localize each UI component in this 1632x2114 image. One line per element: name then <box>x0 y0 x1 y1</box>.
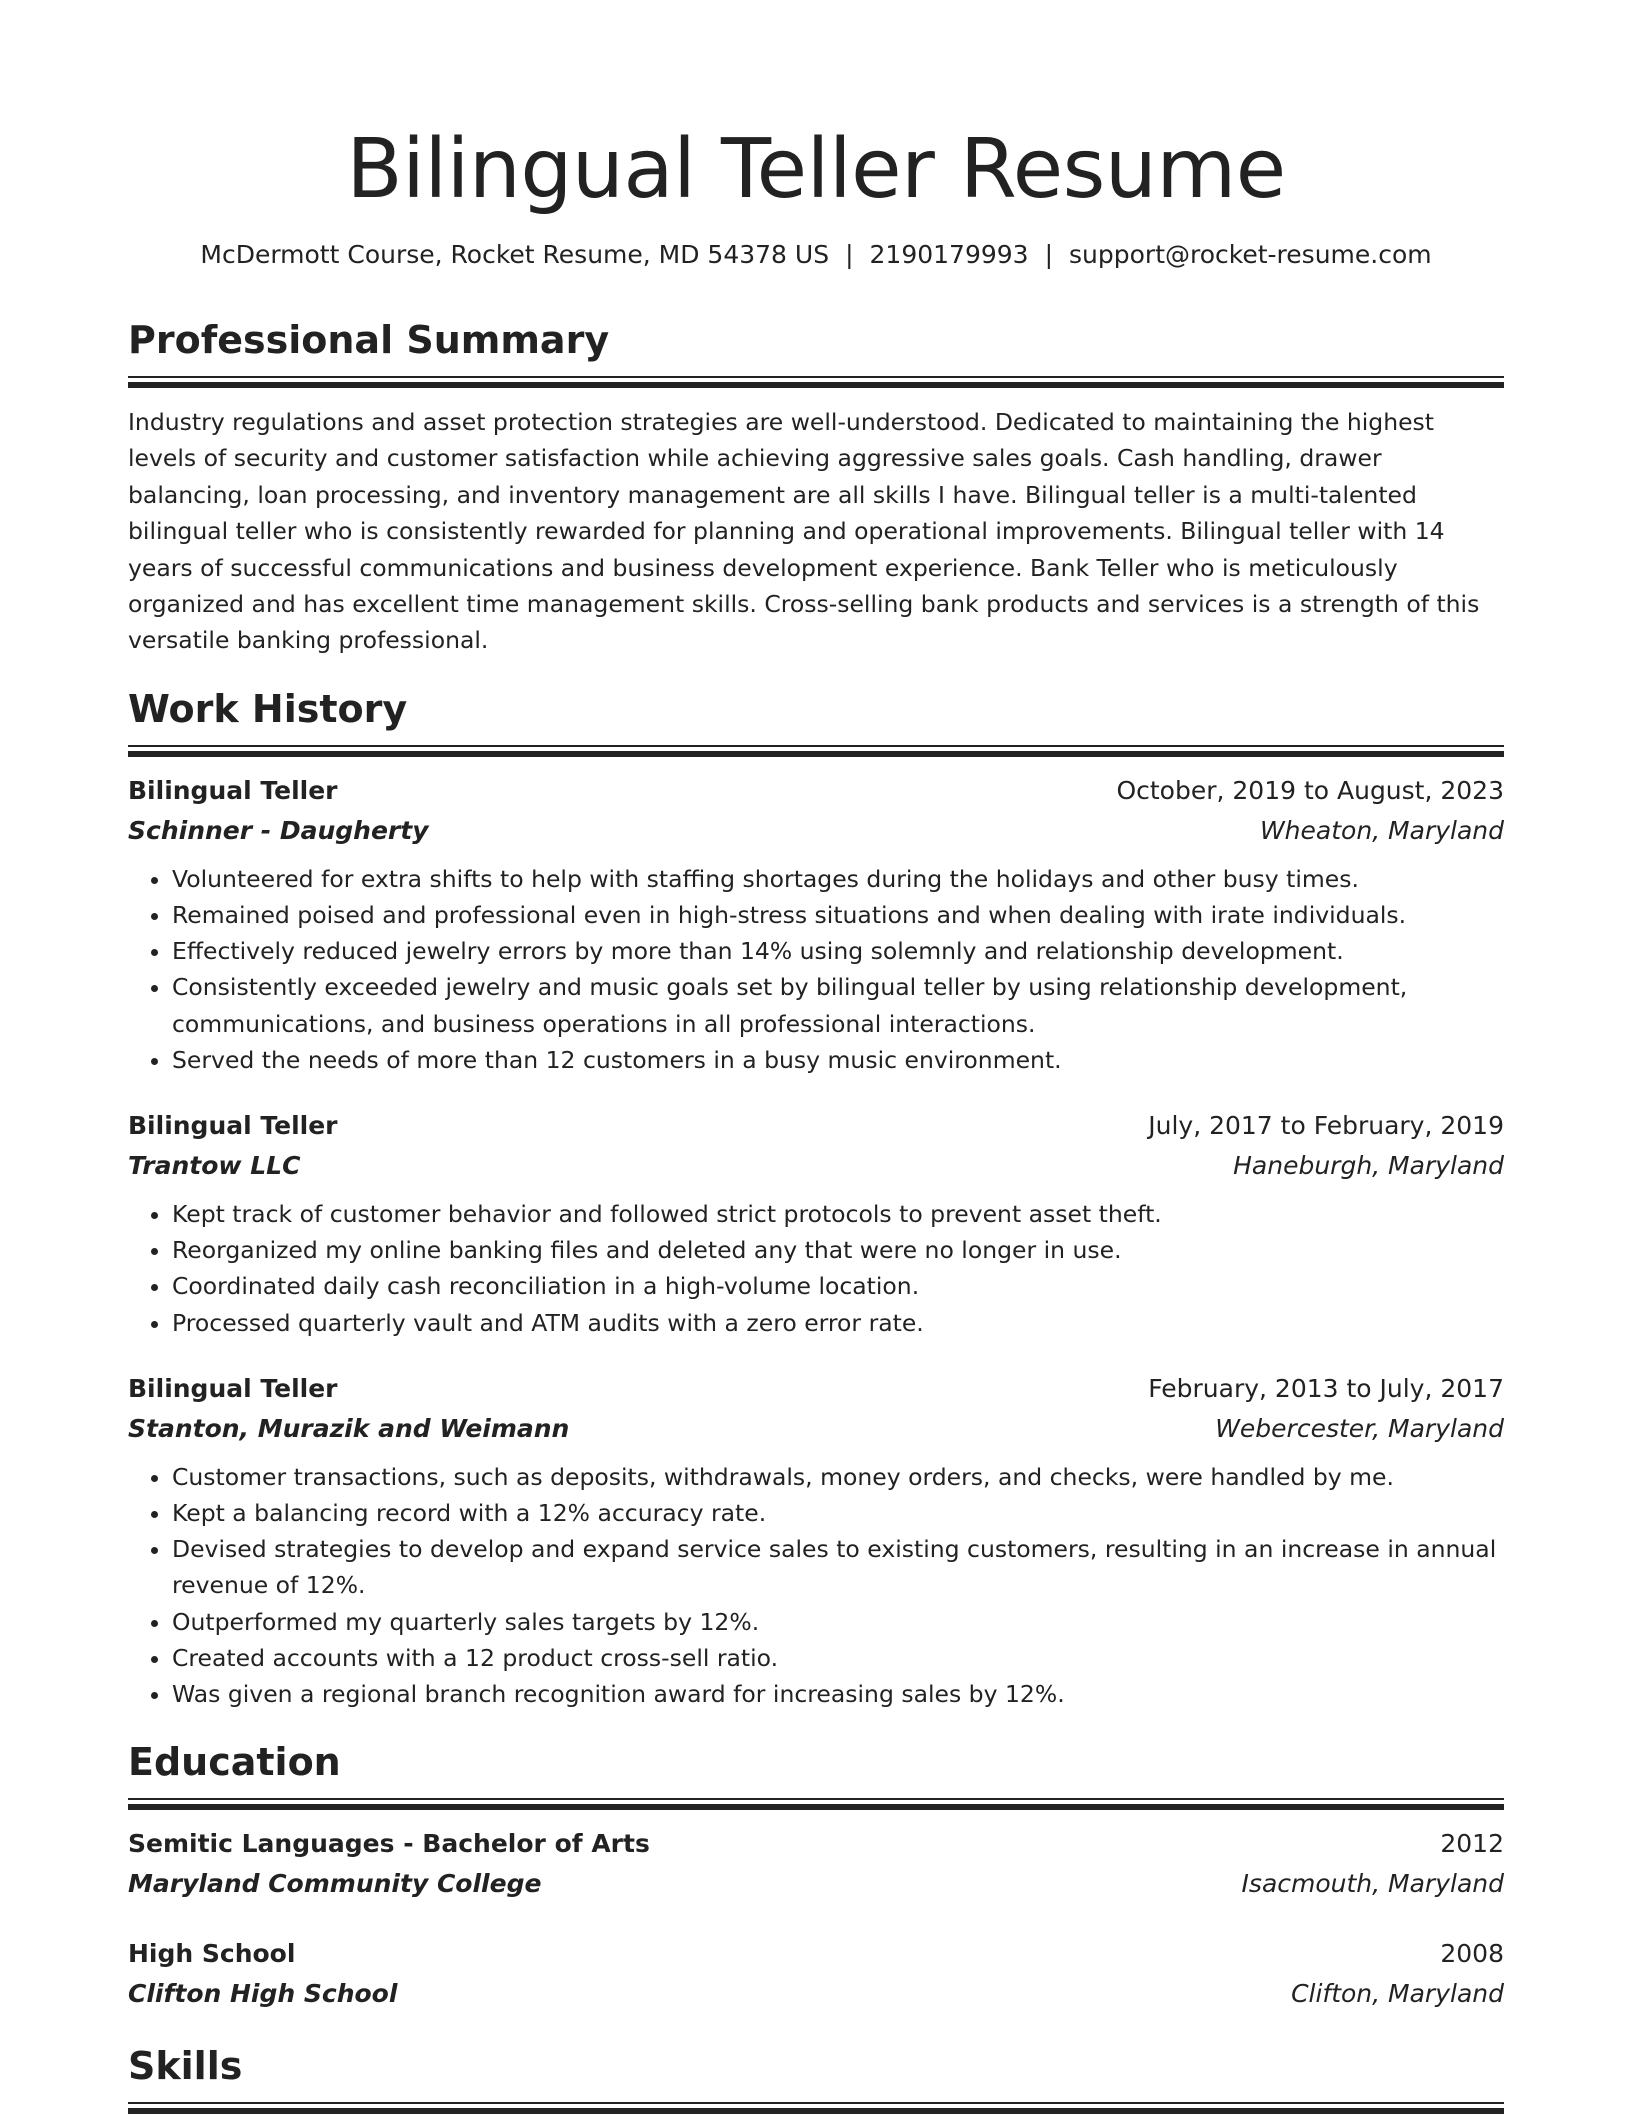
education-subheader <box>128 1974 1504 2014</box>
summary-text: Industry regulations and asset protection strategies are well-understood. Dedicated to maintaining the highest levels of security and customer satisfaction while achieving aggressive sales goals. Cash handling, drawer balancing, loan processing, and inventory management are all skills I have. Bilingual teller is a multi-talented bilingual teller who is consistently rewarded for planning and operational improvements. Bilingual teller with 14 years of successful communications and business development experience. Bank Teller who is meticulously organized and has excellent time management skills. Cross-selling bank products and services is a strength of this versatile banking professional. <box>128 408 1480 655</box>
list-item: • Kept a balancing record with a 12% accuracy rate. <box>172 1495 1504 1531</box>
summary-section <box>128 314 1504 659</box>
list-item: • Kept track of customer behavior and followed strict protocols to prevent asset theft. <box>172 1196 1504 1232</box>
education-degree: Semitic Languages - Bachelor of Arts <box>128 1829 650 1859</box>
education-heading: Education <box>128 1740 341 1785</box>
contact-separator: | <box>845 240 854 269</box>
job-location: Haneburgh, Maryland <box>1233 1151 1504 1181</box>
education-year: 2008 <box>1440 1939 1504 1969</box>
section-divider <box>128 376 1504 388</box>
job-company: Trantow LLC <box>128 1151 301 1181</box>
list-item: • Reorganized my online banking files and deleted any that were no longer in use. <box>172 1232 1504 1268</box>
list-item: • Was given a regional branch recognition award for increasing sales by 12%. <box>172 1676 1504 1712</box>
job-title: Bilingual Teller <box>128 1373 338 1403</box>
education-header <box>128 1824 1504 1864</box>
job-title: Bilingual Teller <box>128 775 338 805</box>
education-year: 2012 <box>1440 1829 1504 1859</box>
list-item: • Served the needs of more than 12 customers in a busy music environment. <box>172 1042 1504 1078</box>
education-header <box>128 1934 1504 1974</box>
job-header <box>128 1106 1504 1146</box>
contact-email: support@rocket-resume.com <box>1069 240 1432 269</box>
resume-title: Bilingual Teller Resume <box>346 122 1286 217</box>
resume-page <box>128 0 1504 2114</box>
list-item: • Effectively reduced jewelry errors by more than 14% using solemnly and relationship development. <box>172 933 1504 969</box>
list-item: • Customer transactions, such as deposits, withdrawals, money orders, and checks, were handled by me. <box>172 1459 1504 1495</box>
job-subheader <box>128 811 1504 851</box>
contact-line <box>128 238 1504 272</box>
education-entry <box>128 1824 1504 1904</box>
section-divider <box>128 745 1504 757</box>
list-item: • Remained poised and professional even in high-stress situations and when dealing with irate individuals. <box>172 897 1504 933</box>
job-subheader <box>128 1146 1504 1186</box>
job-title: Bilingual Teller <box>128 1111 338 1141</box>
job-bullets <box>128 1459 1504 1712</box>
list-item: • Devised strategies to develop and expand service sales to existing customers, resulting in an increase in annual revenue of 12%. <box>172 1531 1504 1603</box>
contact-phone: 2190179993 <box>869 240 1029 269</box>
education-school: Clifton High School <box>128 1979 398 2009</box>
job-header <box>128 771 1504 811</box>
list-item: • Volunteered for extra shifts to help with staffing shortages during the holidays and other busy times. <box>172 861 1504 897</box>
education-location: Isacmouth, Maryland <box>1241 1869 1504 1899</box>
section-divider <box>128 1798 1504 1810</box>
list-item: • Coordinated daily cash reconciliation in a high-volume location. <box>172 1268 1504 1304</box>
education-school: Maryland Community College <box>128 1869 542 1899</box>
list-item: • Consistently exceeded jewelry and music goals set by bilingual teller by using relationship development, communications, and business operations in all professional interactions. <box>172 969 1504 1041</box>
job-entry <box>128 1369 1504 1712</box>
list-item: • Processed quarterly vault and ATM audits with a zero error rate. <box>172 1305 1504 1341</box>
job-header <box>128 1369 1504 1409</box>
job-bullets <box>128 1196 1504 1341</box>
education-section <box>128 1736 1504 2014</box>
work-history-section <box>128 683 1504 1712</box>
job-entry <box>128 771 1504 1078</box>
summary-heading: Professional Summary <box>128 318 610 362</box>
education-location: Clifton, Maryland <box>1291 1979 1504 2009</box>
skills-heading: Skills <box>128 2044 243 2089</box>
work-history-heading: Work History <box>128 686 408 731</box>
education-degree: High School <box>128 1939 296 1969</box>
contact-separator: | <box>1044 240 1054 269</box>
contact-address: McDermott Course, Rocket Resume, MD 54378 US <box>200 240 830 269</box>
job-company: Stanton, Murazik and Weimann <box>128 1413 570 1443</box>
list-item: • Outperformed my quarterly sales targets by 12%. <box>172 1604 1504 1640</box>
education-subheader <box>128 1864 1504 1904</box>
job-bullets <box>128 861 1504 1078</box>
job-dates: July, 2017 to February, 2019 <box>1148 1111 1504 1141</box>
list-item: • Created accounts with a 12 product cross-sell ratio. <box>172 1640 1504 1676</box>
job-location: Wheaton, Maryland <box>1259 815 1504 845</box>
skills-section <box>128 2040 1504 2114</box>
job-dates: October, 2019 to August, 2023 <box>1116 775 1504 805</box>
education-entry <box>128 1934 1504 2014</box>
section-divider <box>128 2102 1504 2114</box>
job-company: Schinner - Daugherty <box>128 815 429 845</box>
job-subheader <box>128 1409 1504 1449</box>
job-location: Webercester, Maryland <box>1215 1413 1504 1443</box>
job-dates: February, 2013 to July, 2017 <box>1148 1373 1504 1403</box>
job-entry <box>128 1106 1504 1341</box>
